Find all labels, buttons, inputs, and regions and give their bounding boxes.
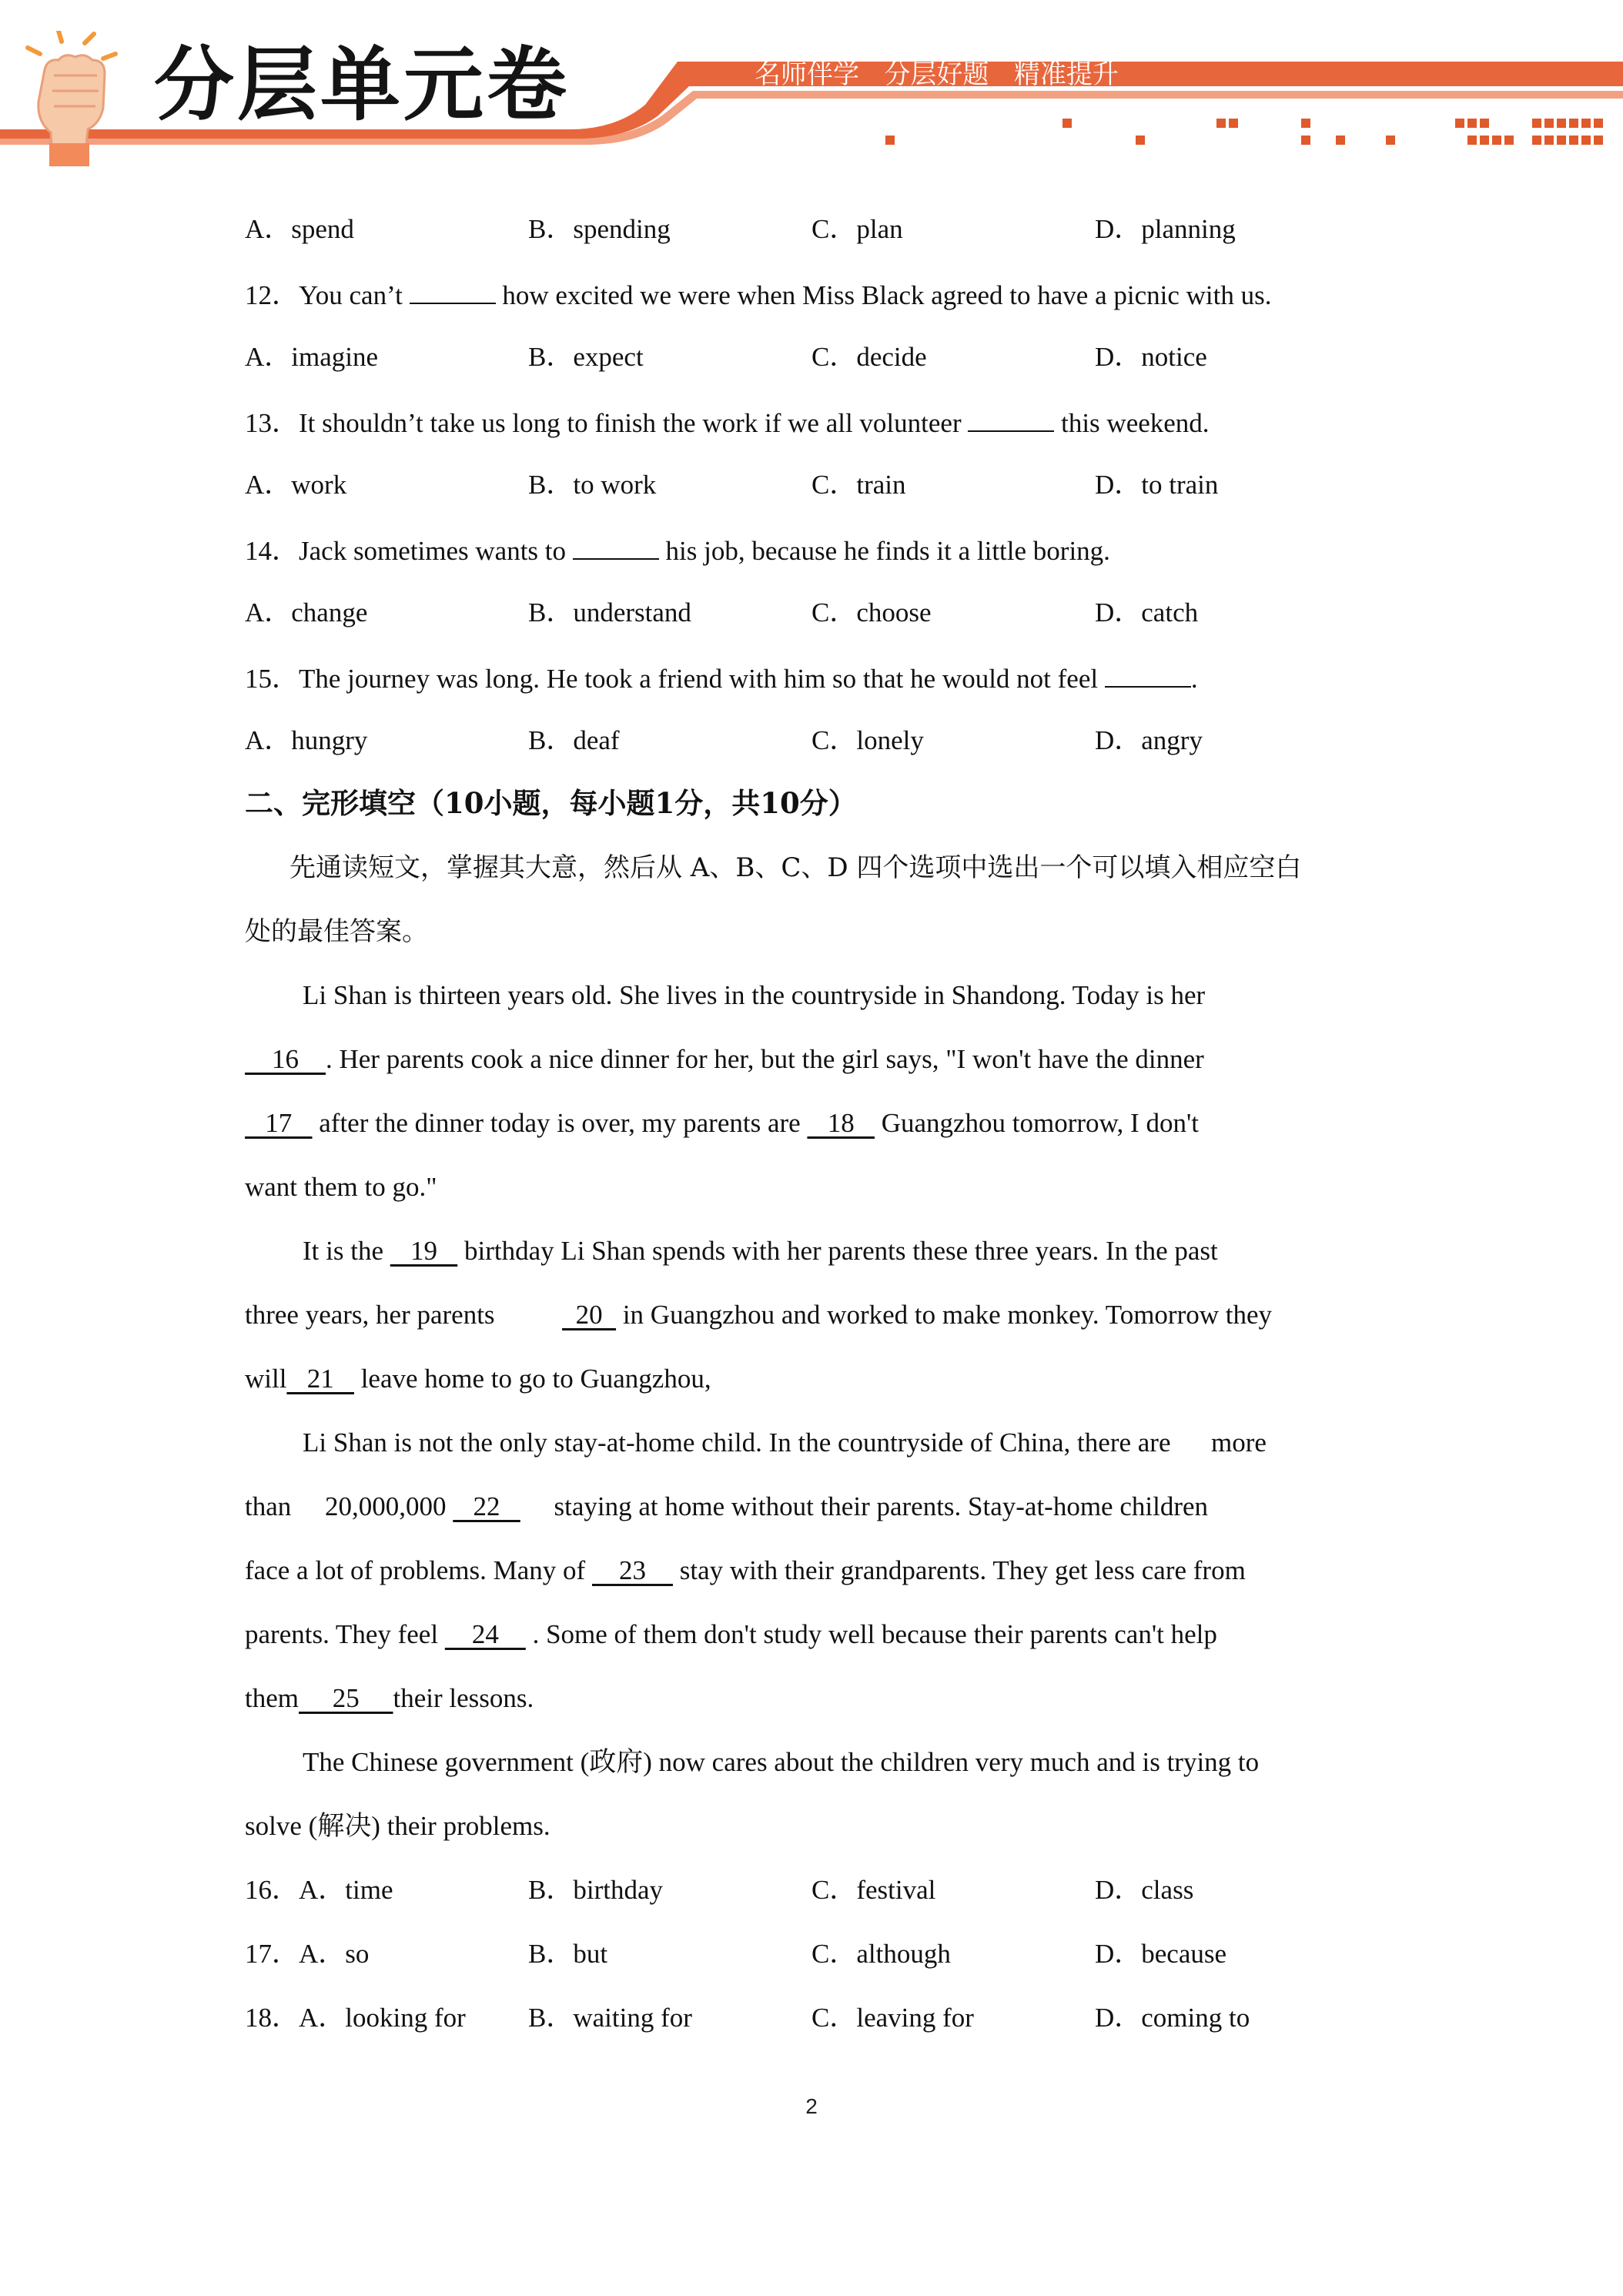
passage-line [245,1044,1204,1075]
passage-text: them [245,1683,299,1713]
option-a[interactable]: 18．A．looking for [245,2003,466,2033]
option-d[interactable]: D．coming to [1095,2003,1250,2033]
q14-stem-before: 14．Jack sometimes wants to [245,536,573,566]
q14-options [245,597,1400,628]
passage-text: leave home to go to Guangzhou, [353,1364,711,1394]
passage-text: It is the [303,1236,390,1266]
passage-line [245,1683,534,1714]
passage-text: Guangzhou tomorrow, I don't [874,1108,1199,1138]
option-c[interactable]: C．train [812,470,906,500]
option-d[interactable]: D．notice [1095,342,1207,372]
option-c[interactable]: C．festival [812,1875,936,1905]
instruction-line-1: 先通读短文，掌握其大意，然后从 A、B、C、D 四个选项中选出一个可以填入相应空白 [289,852,1302,883]
option-a[interactable]: 17．A．so [245,1939,370,1969]
option-b[interactable]: B．deaf [528,725,620,755]
passage-line [303,1236,1218,1267]
answer-blank[interactable] [573,534,659,560]
passage-text: than 20,000,000 [245,1491,453,1521]
brand-title: 分层单元卷 [154,38,571,132]
blank-25[interactable]: 25 [298,1683,393,1713]
option-b[interactable]: B．understand [528,597,691,628]
q13-stem-before: 13．It shouldn’t take us long to finish the work if we all volunteer [245,408,969,438]
option-c[interactable]: C．lonely [812,725,924,755]
answer-blank[interactable] [968,406,1054,432]
option-b[interactable]: B．expect [528,342,644,372]
blank-23[interactable]: 23 [591,1555,673,1585]
q15-stem-before: 15．The journey was long. He took a friend with him so that he would not feel [245,664,1105,694]
passage-text: will [245,1364,287,1394]
option-d[interactable]: D．catch [1095,597,1199,628]
q18-options [245,2003,1400,2033]
banner-slogan: 名师伴学 分层好题 精准提升 [755,59,1119,90]
passage-line [245,1619,1217,1650]
option-c[interactable]: C．plan [812,214,903,244]
passage-text: face a lot of problems. Many of [245,1555,592,1585]
question-14 [245,534,1110,567]
option-a[interactable]: A．imagine [245,342,379,372]
passage-text: in Guangzhou and worked to make monkey. Tomorrow they [616,1300,1273,1330]
option-a[interactable]: 16．A．time [245,1875,393,1905]
blank-21[interactable]: 21 [286,1364,354,1394]
blank-17[interactable]: 17 [245,1108,313,1138]
passage-line [245,1108,1199,1139]
option-c[interactable]: C．although [812,1939,951,1969]
blank-19[interactable]: 19 [390,1236,458,1266]
question-13 [245,406,1210,439]
passage-line: The Chinese government (政府) now cares about the children very much and is trying to [303,1747,1260,1777]
option-c[interactable]: C．choose [812,597,932,628]
passage-line: Li Shan is thirteen years old. She lives in the countryside in Shandong. Today is her [303,980,1206,1010]
q12-stem-before: 12．You can’t [245,280,410,310]
option-a[interactable]: A．change [245,597,368,628]
option-d[interactable]: D．angry [1095,725,1203,755]
fist-icon [14,31,137,169]
blank-22[interactable]: 22 [453,1491,520,1521]
option-b[interactable]: B．but [528,1939,608,1969]
blank-16[interactable]: 16 [245,1044,326,1074]
q13-stem-after: this weekend. [1054,408,1210,438]
q12-options [245,342,1400,373]
question-12 [245,278,1271,311]
passage-line: solve (解决) their problems. [245,1811,550,1841]
passage-line: Li Shan is not the only stay-at-home child. In the countryside of China, there are more [303,1427,1267,1458]
passage-text: their lessons. [393,1683,534,1713]
option-d[interactable]: D．planning [1095,214,1236,244]
q12-stem-after: how excited we were when Miss Black agreed to have a picnic with us. [495,280,1272,310]
option-b[interactable]: B．spending [528,214,671,244]
answer-blank[interactable] [1105,661,1191,688]
option-d[interactable]: D．class [1095,1875,1194,1905]
question-15 [245,661,1198,694]
passage-line [245,1555,1246,1586]
passage-text: . Her parents cook a nice dinner for her, but the girl says, "I won't have the dinner [326,1044,1204,1074]
blank-18[interactable]: 18 [807,1108,875,1138]
passage-text: . Some of them don't study well because their parents can't help [525,1619,1217,1649]
passage-text: three years, her parents [245,1300,563,1330]
passage-text: birthday Li Shan spends with her parents these three years. In the past [457,1236,1218,1266]
header-banner [0,0,1623,177]
passage-line [245,1491,1208,1522]
passage-text: stay with their grandparents. They get less care from [672,1555,1246,1585]
option-b[interactable]: B．to work [528,470,657,500]
passage-line [245,1300,1272,1330]
option-c[interactable]: C．decide [812,342,927,372]
blank-20[interactable]: 20 [562,1300,617,1330]
passage-line: want them to go." [245,1172,437,1202]
q15-options [245,725,1400,756]
option-c[interactable]: C．leaving for [812,2003,974,2033]
q17-options [245,1939,1400,1970]
passage-text: staying at home without their parents. Stay-at-home children [520,1491,1209,1521]
passage-text: parents. They feel [245,1619,445,1649]
q14-stem-after: his job, because he finds it a little boring. [658,536,1110,566]
passage-line [245,1364,711,1394]
option-d[interactable]: D．to train [1095,470,1219,500]
answer-blank[interactable] [410,278,496,304]
page-number: 2 [805,2094,818,2118]
option-b[interactable]: B．birthday [528,1875,663,1905]
blank-24[interactable]: 24 [444,1619,526,1649]
option-a[interactable]: A．work [245,470,347,500]
q16-options [245,1875,1400,1906]
option-a[interactable]: A．spend [245,214,354,244]
q15-stem-after: . [1190,664,1198,694]
instruction-line-2: 处的最佳答案。 [245,916,428,947]
option-a[interactable]: A．hungry [245,725,368,755]
q13-options [245,470,1400,500]
section-title-cloze: 二、完形填空（10小题，每小题1分，共10分） [245,786,857,820]
passage-text: after the dinner today is over, my parents are [312,1108,808,1138]
option-b[interactable]: B．waiting for [528,2003,692,2033]
q11-options [245,214,1400,245]
option-d[interactable]: D．because [1095,1939,1227,1969]
